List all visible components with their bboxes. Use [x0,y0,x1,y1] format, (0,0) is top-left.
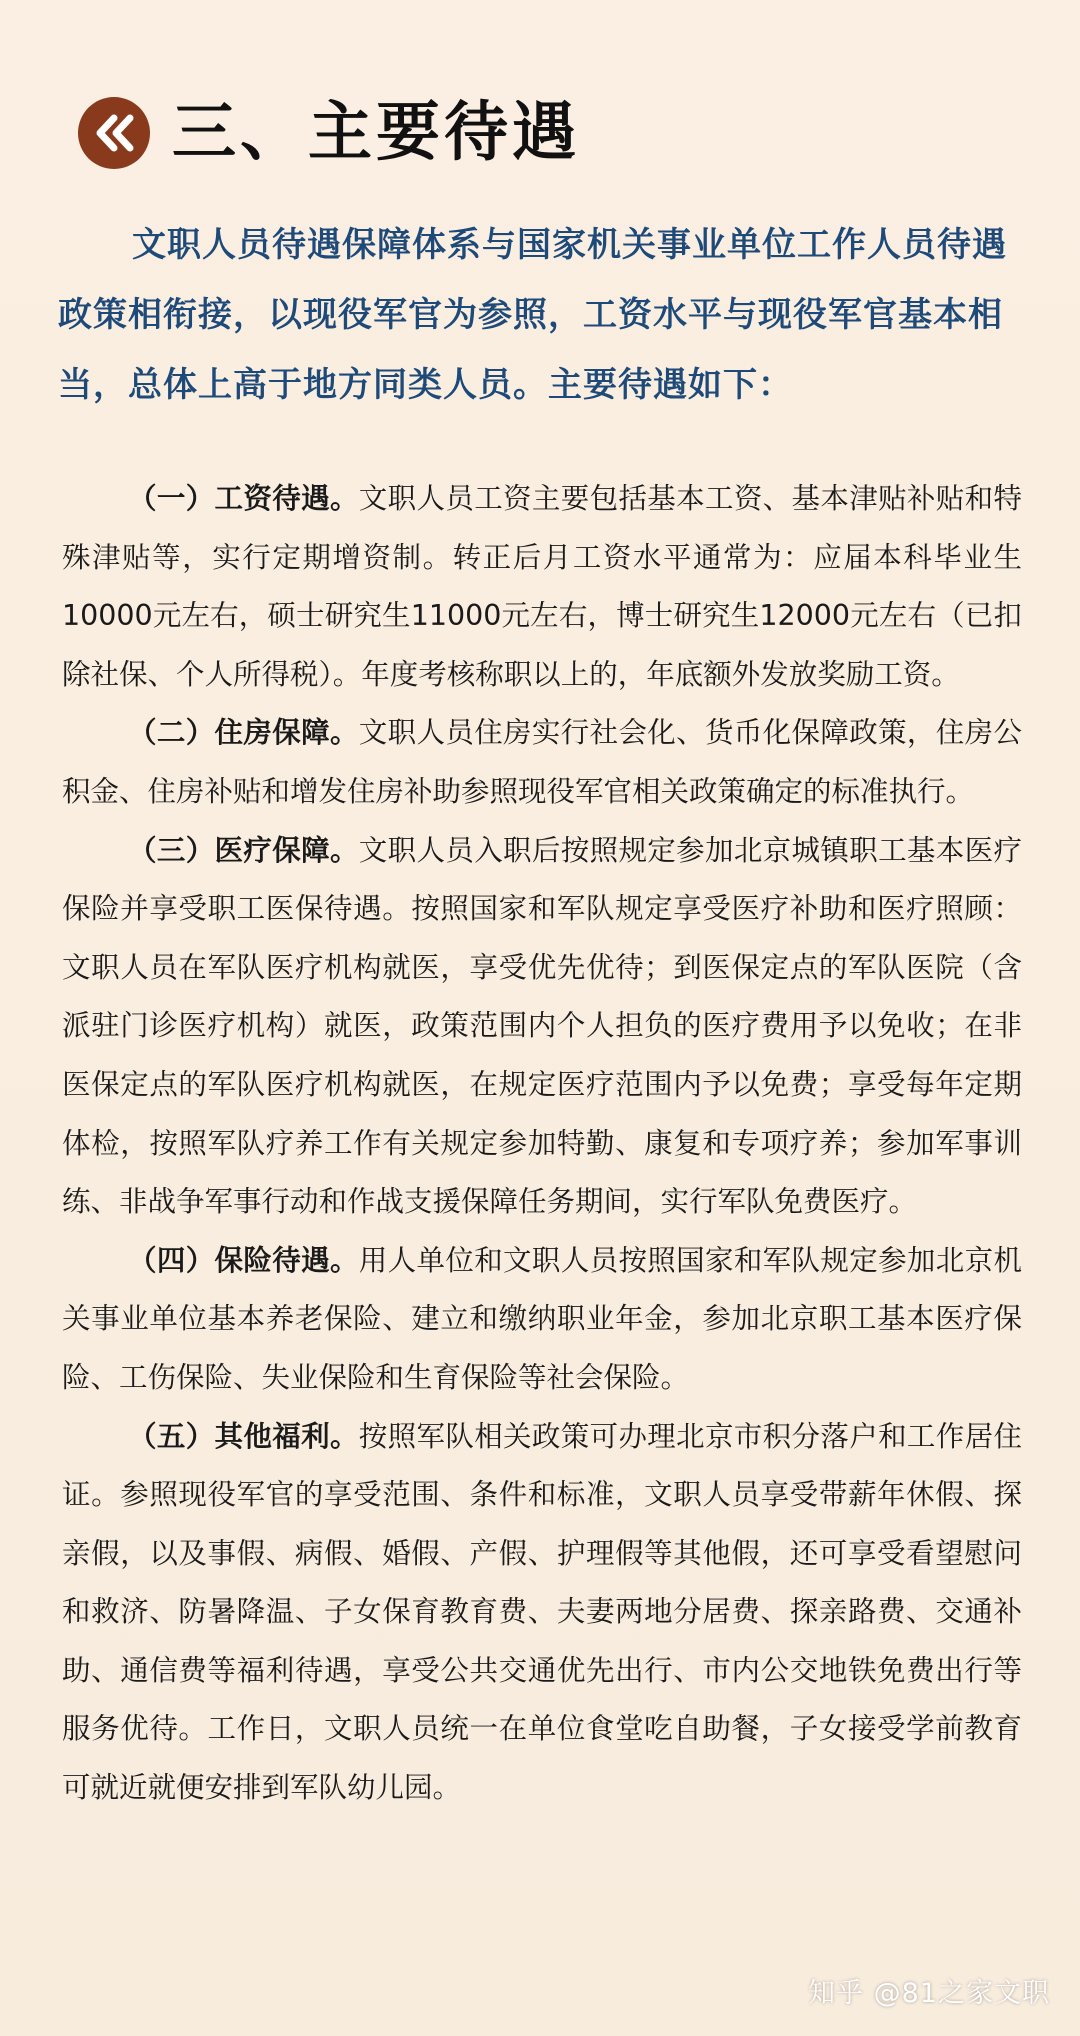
section-housing [62,704,1022,821]
section-heading: （三）医疗保障。 [128,833,359,867]
intro-paragraph [58,210,1026,420]
section-text: 文职人员住房实行社会化、货币化保障政策，住房公积金、住房补贴和增发住房补助参照现役军官相关政策确定的标准执行。 [62,716,1022,808]
section-salary [62,470,1022,704]
benefits-body [62,470,1022,1818]
double-chevron-left-icon [78,97,150,169]
section-heading: （二）住房保障。 [128,716,359,750]
section-heading: （一）工资待遇。 [128,482,359,515]
section-text: 用人单位和文职人员按照国家和军队规定参加北京机关事业单位基本养老保险、建立和缴纳职业年金，参加北京职工基本医疗保险、工伤保险、失业保险和生育保险等社会保险。 [62,1243,1022,1394]
section-heading: （五）其他福利。 [128,1419,359,1453]
section-insurance [62,1232,1022,1408]
section-medical [62,822,1022,1232]
section-text: 文职人员工资主要包括基本工资、基本津贴补贴和特殊津贴等，实行定期增资制。转正后月工资水平通常为：应届本科毕业生10000元左右，硕士研究生11000元左右，博士研究生12000元左右（已扣除社保、个人所得税）。年度考核称职以上的，年底额外发放奖励工资。 [62,482,1022,691]
section-text: 按照军队相关政策可办理北京市积分落户和工作居住证。参照现役军官的享受范围、条件和标准，文职人员享受带薪年休假、探亲假，以及事假、病假、婚假、产假、护理假等其他假，还可享受看望慰问和救济、防暑降温、子女保育教育费、夫妻两地分居费、探亲路费、交通补助、通信费等福利待遇，享受公共交通优先出行、市内公交地铁免费出行等服务优待。工作日，文职人员统一在单位食堂吃自助餐，子女接受学前教育可就近就便安排到军队幼儿园。 [62,1419,1022,1805]
section-heading: （四）保险待遇。 [128,1243,359,1277]
watermark: 知乎 @81之家文职 [808,1978,1050,2009]
section-header [78,88,580,178]
section-text: 文职人员入职后按照规定参加北京城镇职工基本医疗保险并享受职工医保待遇。按照国家和军队规定享受医疗补助和医疗照顾：文职人员在军队医疗机构就医，享受优先优待；到医保定点的军队医院（含派驻门诊医疗机构）就医，政策范围内个人担负的医疗费用予以免收；在非医保定点的军队医疗机构就医，在规定医疗范围内予以免费；享受每年定期体检，按照军队疗养工作有关规定参加特勤、康复和专项疗养；参加军事训练、非战争军事行动和作战支援保障任务期间，实行军队免费医疗。 [62,833,1022,1219]
intro-text: 文职人员待遇保障体系与国家机关事业单位工作人员待遇政策相衔接，以现役军官为参照，工资水平与现役军官基本相当，总体上高于地方同类人员。主要待遇如下： [58,225,1007,405]
page-title: 三、主要待遇 [172,96,580,170]
section-other-welfare [62,1408,1022,1818]
